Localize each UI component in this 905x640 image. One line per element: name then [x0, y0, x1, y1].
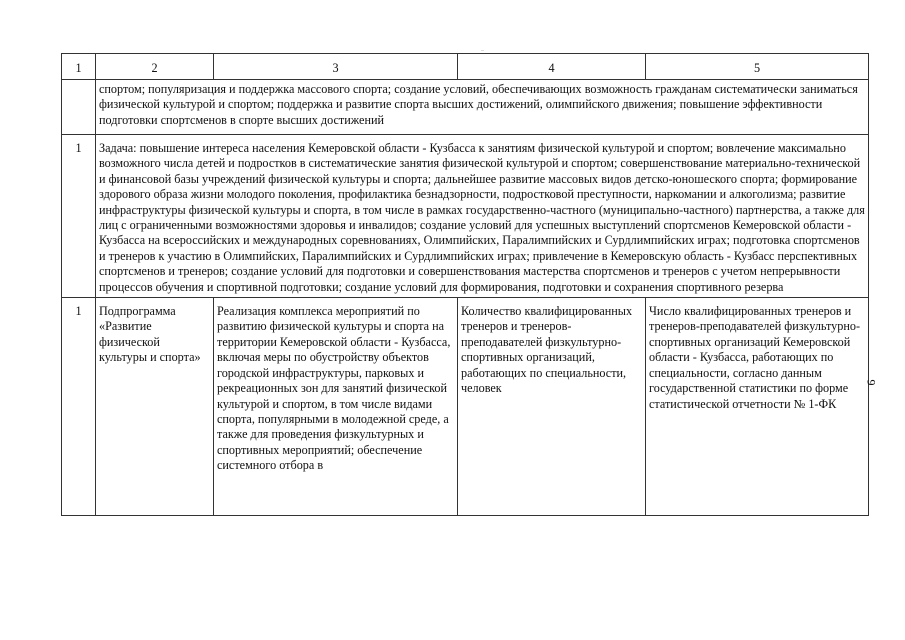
goal-row-num — [62, 80, 96, 135]
task-row-num: 1 — [62, 135, 96, 298]
subprogram-activity: Реализация комплекса мероприятий по развитию физической культуры и спорта на территории Кемеровской области - Кузбасса, включая меры по обустройству объектов городской инфраструктуры, парковых и рекреационных зон для занятий физической культурой и спортом, в том числе видами спорта, популярными в молодежной среде, а также для проведения физкультурных и спортивных мероприятий; обеспечение системного отбора в — [214, 298, 458, 516]
task-row — [62, 135, 869, 298]
header-col-5: 5 — [646, 54, 869, 80]
indicators-table — [61, 53, 869, 516]
subprogram-indicator: Количество квалифицированных тренеров и тренеров-преподавателей физкультурно-спортивных организаций, работающих по специальности, человек — [458, 298, 646, 516]
header-col-1: 1 — [62, 54, 96, 80]
subprogram-method: Число квалифицированных тренеров и тренеров-преподавателей физкультурно-спортивных организаций Кемеровской области - Кузбасса, работающих по специальности, согласно данным государственной статистики по форме статистической отчетности № 1-ФК — [646, 298, 869, 516]
task-text: Задача: повышение интереса населения Кемеровской области - Кузбасса к занятиям физической культурой и спортом; вовлечение максимально возможного числа детей и подростков в систематические занятия физической культурой и спортом; совершенствование материально-технической и финансовой базы учреждений физической культуры и спорта; дальнейшее развитие массовых видов детско-юношеского спорта; формирование здорового образа жизни молодого поколения, профилактика безнадзорности, подростковой преступности, наркомании и алкоголизма; развитие инфраструктуры физической культуры и спорта, в том числе в рамках государственно-частного (муниципально-частного) партнерства, а также для лиц с ограниченными возможностями здоровья и инвалидов; создание условий для успешных выступлений спортсменов Кемеровской области - Кузбасса на всероссийских и международных соревнованиях, Олимпийских, Паралимпийских и Сурдлимпийских играх; подготовка спортсменов и тренеров к участию в Олимпийских, Паралимпийских и Сурдлимпийских играх; привлечение в Кемеровскую область - Кузбасс перспективных спортсменов и тренеров; создание условий для подготовки и совершенствования мастерства спортсменов и тренеров с учетом непрерывности процессов обучения и спортивной подготовки; создание условий для формирования, подготовки и сохранения спортивного резерва — [96, 135, 869, 298]
page-number: 9 — [864, 379, 879, 386]
table-header-row — [62, 54, 869, 80]
subprogram-row-num: 1 — [62, 298, 96, 516]
scan-mark — [481, 50, 484, 51]
header-col-4: 4 — [458, 54, 646, 80]
header-col-2: 2 — [96, 54, 214, 80]
subprogram-name: Подпрограмма «Развитие физической культуры и спорта» — [96, 298, 214, 516]
goal-row — [62, 80, 869, 135]
goal-text: спортом; популяризация и поддержка массового спорта; создание условий, обеспечивающих возможность гражданам систематически заниматься физической культурой и спортом; поддержка и развитие спорта высших достижений, олимпийского движения; повышение эффективности подготовки спортсменов в спорте высших достижений — [96, 80, 869, 135]
subprogram-row — [62, 298, 869, 516]
header-col-3: 3 — [214, 54, 458, 80]
